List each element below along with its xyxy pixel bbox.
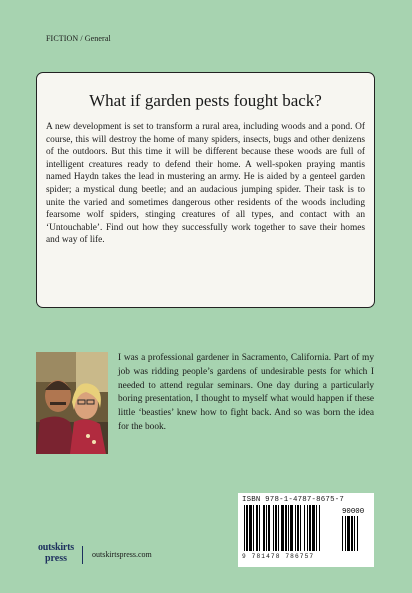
book-category: FICTION / General	[46, 34, 111, 43]
outskirts-press-logo	[36, 542, 76, 568]
blurb-text: A new development is set to transform a rural area, including woods and a pond. Of course, this will destroy the home of many spiders, insects, bugs and other denizens of the outdoors. But this time it will be different because these woods are full of intelligent creatures ready to defend their home. A well-spoken praying mantis named Haydn takes the lead in mustering an army. He is aided by a genteel garden spider; a mystical dung beetle; and an audacious jumping spider. Their task is to unite the varied and sometimes dangerous other residents of the woods including fearsome wolf spiders, stinging creatures of all types, and contact with an ‘Untouchable’. Find out how they successfully work together to save their homes and way of life.	[46, 122, 365, 246]
author-bio: I was a professional gardener in Sacramento, California. Part of my job was ridding people’s gardens of undesirable pests for which I needed to attend regular seminars. One day during a particularly boring presentation, I thought to myself what would happen if these little ‘beasties’ knew how to fight back. And so was born the idea for the book.	[118, 353, 374, 432]
logo-line-1: outskirts	[38, 542, 74, 553]
isbn-barcode	[238, 493, 374, 567]
barcode-digits: 9 781478 786757	[242, 553, 315, 560]
blurb-title: What if garden pests fought back?	[89, 91, 322, 110]
isbn-text: ISBN 978-1-4787-8675-7	[242, 496, 344, 504]
barcode-bars	[242, 505, 370, 553]
blurb-box	[36, 72, 375, 308]
author-photo	[36, 352, 108, 454]
price-code: 90000	[342, 508, 365, 516]
logo-line-2: press	[44, 553, 68, 564]
publisher-url: outskirtspress.com	[92, 550, 152, 559]
logo-divider	[82, 546, 83, 564]
